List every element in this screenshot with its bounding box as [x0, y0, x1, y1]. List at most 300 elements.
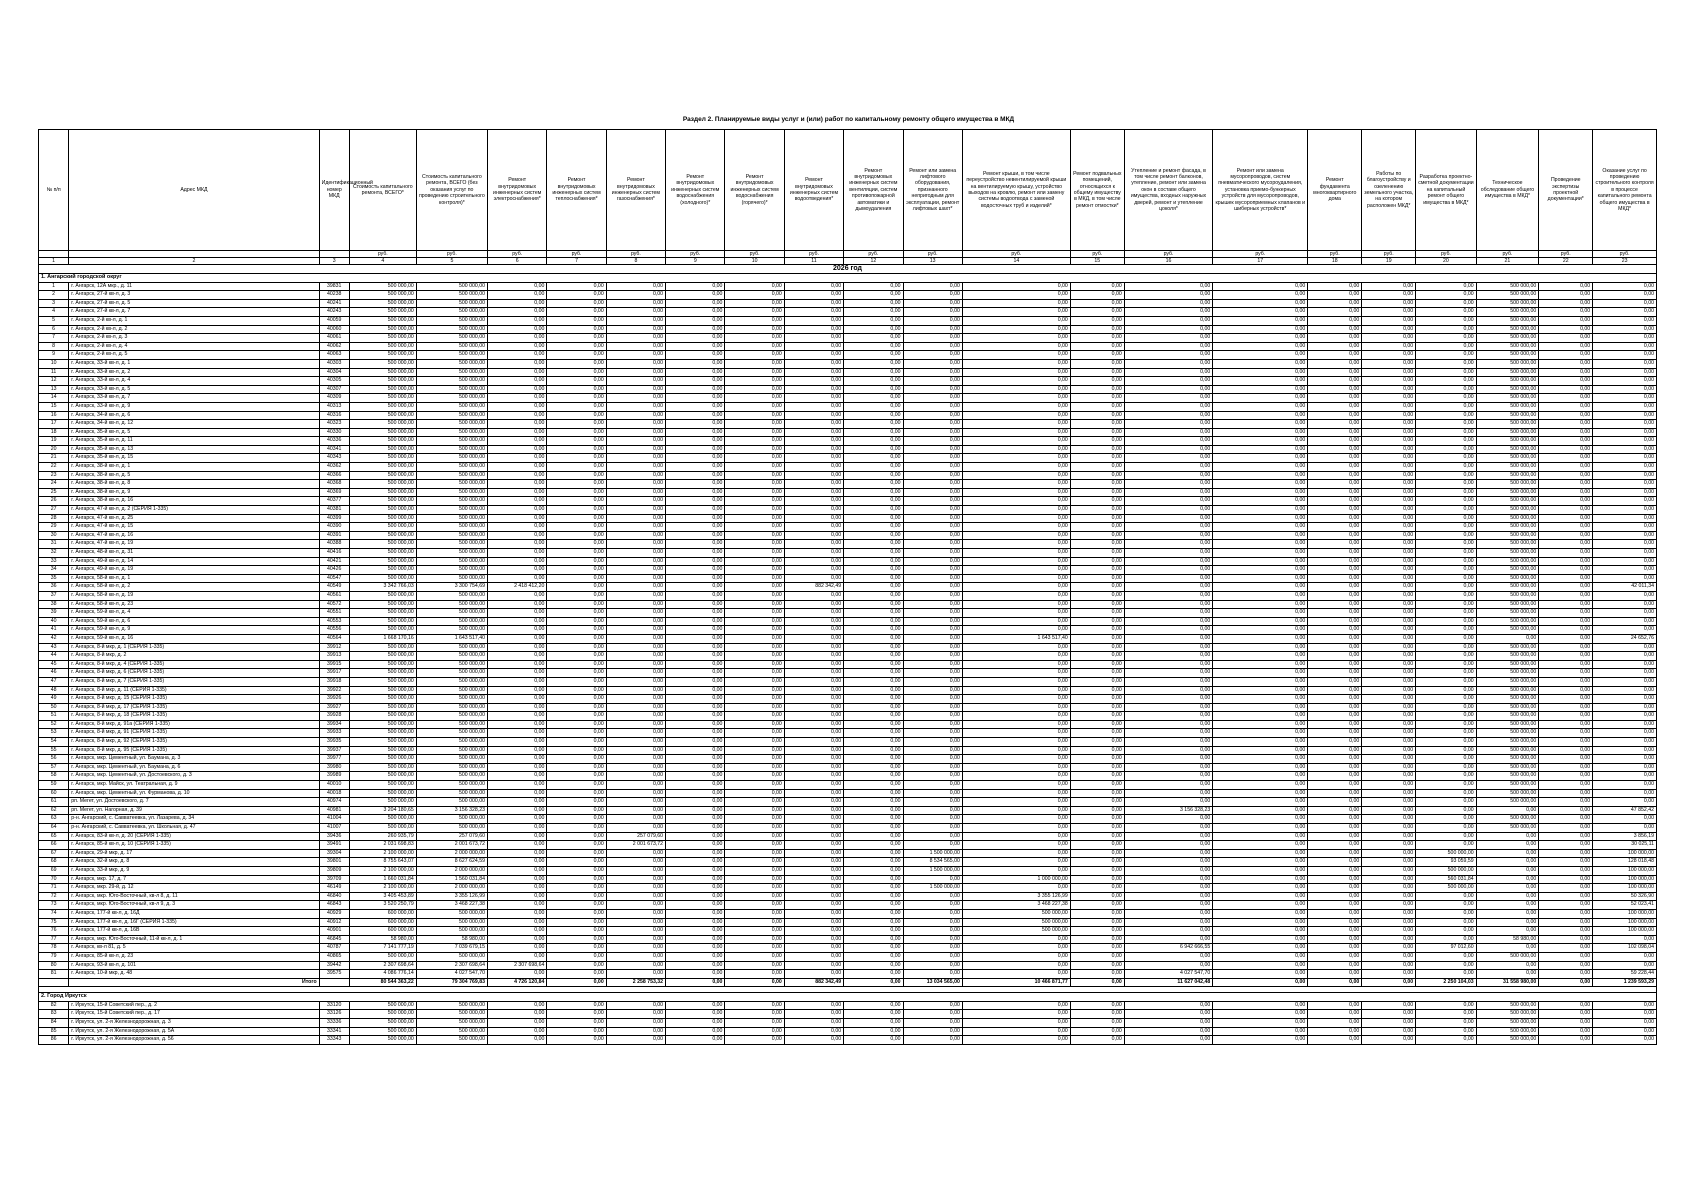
value-cell: 0,00: [962, 480, 1070, 489]
value-cell: 0,00: [962, 316, 1070, 325]
value-cell: 0,00: [547, 970, 606, 979]
value-cell: 0,00: [1124, 961, 1213, 970]
column-header: Утепление и ремонт фасада, в том числе ремонт балконов, утепление, ремонт или замена окон в составе общего имущества, входных наружных дверей, ремонт и утепление цоколя*: [1124, 130, 1213, 251]
value-cell: 0,00: [606, 849, 665, 858]
value-cell: 0,00: [1124, 1001, 1213, 1010]
value-cell: 3 468 227,38: [962, 901, 1070, 910]
value-cell: 500 000,00: [349, 385, 416, 394]
value-cell: 0,00: [1124, 789, 1213, 798]
value-cell: 0,00: [666, 944, 725, 953]
value-cell: 39915: [319, 660, 349, 669]
value-cell: 0,00: [1593, 703, 1657, 712]
value-cell: 500 000,00: [349, 540, 416, 549]
value-cell: 0,00: [1070, 738, 1124, 747]
value-cell: 0,00: [962, 299, 1070, 308]
value-cell: 0,00: [903, 892, 962, 901]
value-cell: 500 000,00: [416, 1019, 487, 1028]
value-cell: 0,00: [844, 351, 903, 360]
value-cell: 0,00: [488, 282, 547, 291]
value-cell: 0,00: [1362, 712, 1416, 721]
value-cell: 39709: [319, 875, 349, 884]
value-cell: 0,00: [1308, 428, 1362, 437]
value-cell: 0,00: [1124, 497, 1213, 506]
value-cell: 0,00: [488, 772, 547, 781]
value-cell: 0,00: [547, 755, 606, 764]
value-cell: 0,00: [1070, 703, 1124, 712]
group-label-irkutsk: 2. Город Иркутск: [39, 993, 1657, 1002]
value-cell: 0,00: [547, 781, 606, 790]
value-cell: 0,00: [1416, 798, 1476, 807]
value-cell: 0,00: [1070, 909, 1124, 918]
row-number-cell: 8: [39, 342, 69, 351]
value-cell: 0,00: [666, 703, 725, 712]
value-cell: 0,00: [606, 746, 665, 755]
value-cell: 0,00: [1308, 703, 1362, 712]
value-cell: 0,00: [962, 411, 1070, 420]
value-cell: 0,00: [784, 566, 843, 575]
value-cell: 0,00: [1362, 875, 1416, 884]
value-cell: 0,00: [547, 377, 606, 386]
value-cell: 0,00: [547, 944, 606, 953]
value-cell: 39801: [319, 858, 349, 867]
value-cell: 0,00: [1539, 506, 1593, 515]
value-cell: 0,00: [488, 918, 547, 927]
table-row: [39, 703, 1657, 712]
value-cell: 0,00: [1476, 892, 1539, 901]
table-row: [39, 437, 1657, 446]
value-cell: 0,00: [1070, 308, 1124, 317]
value-cell: 0,00: [725, 308, 784, 317]
value-cell: 0,00: [606, 858, 665, 867]
value-cell: 0,00: [1213, 669, 1308, 678]
value-cell: 0,00: [844, 884, 903, 893]
value-cell: 0,00: [547, 1019, 606, 1028]
value-cell: 500 000,00: [1476, 445, 1539, 454]
value-cell: 0,00: [1124, 634, 1213, 643]
value-cell: 0,00: [784, 351, 843, 360]
value-cell: 0,00: [1593, 738, 1657, 747]
value-cell: 0,00: [1539, 729, 1593, 738]
value-cell: 0,00: [1362, 316, 1416, 325]
value-cell: 500 000,00: [416, 695, 487, 704]
value-cell: 500 000,00: [416, 952, 487, 961]
value-cell: 0,00: [784, 488, 843, 497]
value-cell: 0,00: [1539, 695, 1593, 704]
value-cell: 500 000,00: [349, 523, 416, 532]
value-cell: 0,00: [488, 600, 547, 609]
value-cell: 0,00: [1416, 497, 1476, 506]
row-number-cell: 62: [39, 806, 69, 815]
value-cell: 3 156 328,23: [416, 806, 487, 815]
value-cell: 0,00: [1213, 471, 1308, 480]
totals-value: 0,00: [1308, 978, 1362, 987]
value-cell: 0,00: [903, 506, 962, 515]
value-cell: 39491: [319, 841, 349, 850]
value-cell: 500 000,00: [349, 617, 416, 626]
value-cell: 0,00: [1416, 832, 1476, 841]
value-cell: 0,00: [903, 428, 962, 437]
value-cell: 0,00: [606, 970, 665, 979]
value-cell: 0,00: [962, 463, 1070, 472]
value-cell: 257 079,60: [606, 832, 665, 841]
value-cell: 0,00: [903, 437, 962, 446]
unit-label: руб.: [547, 251, 606, 258]
value-cell: 500 000,00: [1476, 798, 1539, 807]
address-cell: г. Ангарск, 33-й кв-л, д. 9: [69, 402, 319, 411]
value-cell: 0,00: [666, 746, 725, 755]
column-header: Ремонт или замена лифтового оборудования, признанного непригодным для эксплуатации, ремонт лифтовых шахт*: [903, 130, 962, 251]
value-cell: 0,00: [725, 299, 784, 308]
year-label: 2026 год: [39, 265, 1657, 274]
value-cell: 0,00: [1593, 755, 1657, 764]
value-cell: 0,00: [962, 669, 1070, 678]
unit-label: руб.: [416, 251, 487, 258]
value-cell: 0,00: [488, 428, 547, 437]
value-cell: 0,00: [844, 342, 903, 351]
value-cell: 0,00: [1362, 574, 1416, 583]
value-cell: 500 000,00: [416, 824, 487, 833]
value-cell: 0,00: [606, 316, 665, 325]
table-row: [39, 334, 1657, 343]
value-cell: 8 627 624,59: [416, 858, 487, 867]
address-cell: г. Ангарск, 49-й кв-л, д. 14: [69, 557, 319, 566]
row-number-cell: 3: [39, 299, 69, 308]
row-number-cell: 1: [39, 282, 69, 291]
table-row: [39, 325, 1657, 334]
value-cell: 500 000,00: [416, 617, 487, 626]
value-cell: 0,00: [784, 574, 843, 583]
value-cell: 0,00: [606, 712, 665, 721]
value-cell: 2 100 000,00: [349, 884, 416, 893]
value-cell: 0,00: [1362, 952, 1416, 961]
value-cell: 0,00: [1308, 755, 1362, 764]
value-cell: 0,00: [962, 970, 1070, 979]
value-cell: 0,00: [725, 291, 784, 300]
value-cell: 500 000,00: [416, 377, 487, 386]
table-row: [39, 609, 1657, 618]
value-cell: 0,00: [1308, 824, 1362, 833]
value-cell: 500 000,00: [349, 428, 416, 437]
value-cell: 0,00: [547, 402, 606, 411]
value-cell: 0,00: [1308, 506, 1362, 515]
value-cell: 0,00: [1593, 669, 1657, 678]
value-cell: 0,00: [488, 909, 547, 918]
value-cell: 0,00: [1308, 342, 1362, 351]
value-cell: 40307: [319, 385, 349, 394]
value-cell: 0,00: [1539, 411, 1593, 420]
value-cell: 0,00: [488, 1019, 547, 1028]
value-cell: 0,00: [725, 325, 784, 334]
row-number-cell: 34: [39, 566, 69, 575]
column-header: Идентификационный номер МКД: [319, 130, 349, 251]
value-cell: 100 000,00: [1593, 849, 1657, 858]
value-cell: 0,00: [1539, 806, 1593, 815]
value-cell: 500 000,00: [1476, 609, 1539, 618]
value-cell: 0,00: [784, 437, 843, 446]
value-cell: 0,00: [1362, 308, 1416, 317]
value-cell: 0,00: [547, 961, 606, 970]
value-cell: 0,00: [903, 540, 962, 549]
value-cell: 0,00: [725, 669, 784, 678]
value-cell: 0,00: [606, 308, 665, 317]
totals-value: 79 304 769,83: [416, 978, 487, 987]
value-cell: 0,00: [1416, 712, 1476, 721]
value-cell: 40390: [319, 523, 349, 532]
value-cell: 0,00: [1213, 531, 1308, 540]
value-cell: 0,00: [784, 506, 843, 515]
value-cell: 500 000,00: [349, 325, 416, 334]
value-cell: 3 520 250,79: [349, 901, 416, 910]
value-cell: 500 000,00: [416, 437, 487, 446]
value-cell: 0,00: [666, 789, 725, 798]
value-cell: 500 000,00: [1476, 746, 1539, 755]
value-cell: 500 000,00: [416, 514, 487, 523]
value-cell: 0,00: [784, 308, 843, 317]
address-cell: г. Ангарск, 33-й кв-л, д. 2: [69, 368, 319, 377]
totals-value: 10 466 871,77: [962, 978, 1070, 987]
value-cell: 0,00: [606, 720, 665, 729]
value-cell: 0,00: [725, 806, 784, 815]
value-cell: 0,00: [1362, 798, 1416, 807]
value-cell: 500 000,00: [349, 514, 416, 523]
value-cell: 500 000,00: [349, 789, 416, 798]
value-cell: 0,00: [1539, 342, 1593, 351]
value-cell: 0,00: [962, 781, 1070, 790]
value-cell: 0,00: [1070, 402, 1124, 411]
value-cell: 500 000,00: [1476, 316, 1539, 325]
value-cell: 0,00: [488, 523, 547, 532]
value-cell: 0,00: [784, 738, 843, 747]
value-cell: 0,00: [1416, 334, 1476, 343]
value-cell: 500 000,00: [1416, 849, 1476, 858]
value-cell: 0,00: [488, 574, 547, 583]
value-cell: 0,00: [1416, 394, 1476, 403]
value-cell: 0,00: [606, 815, 665, 824]
value-cell: 0,00: [666, 970, 725, 979]
value-cell: 0,00: [725, 660, 784, 669]
address-cell: г. Ангарск, 177-й кв-л, д. 16Д: [69, 909, 319, 918]
value-cell: 0,00: [1213, 884, 1308, 893]
row-number-cell: 56: [39, 755, 69, 764]
value-cell: 0,00: [1362, 729, 1416, 738]
table-row: [39, 291, 1657, 300]
value-cell: 0,00: [606, 901, 665, 910]
value-cell: 0,00: [1416, 695, 1476, 704]
value-cell: 0,00: [488, 720, 547, 729]
row-number-cell: 51: [39, 712, 69, 721]
value-cell: 500 000,00: [1476, 652, 1539, 661]
address-cell: г. Ангарск, 38-й кв-л, д. 9: [69, 488, 319, 497]
address-cell: г. Ангарск, мкр. Юго-Восточный, кв-л 8, д. 11: [69, 892, 319, 901]
value-cell: 0,00: [725, 531, 784, 540]
value-cell: 0,00: [488, 454, 547, 463]
value-cell: 0,00: [1308, 445, 1362, 454]
value-cell: 0,00: [725, 789, 784, 798]
address-cell: г. Ангарск, мкр. Юго-Восточный, 11-й кв-л, д. 1: [69, 935, 319, 944]
value-cell: 0,00: [903, 583, 962, 592]
value-cell: 0,00: [1213, 351, 1308, 360]
address-cell: г. Ангарск, 34-й кв-л, д. 6: [69, 411, 319, 420]
value-cell: 0,00: [488, 669, 547, 678]
value-cell: 0,00: [1416, 463, 1476, 472]
value-cell: 0,00: [1416, 514, 1476, 523]
value-cell: 0,00: [1124, 437, 1213, 446]
column-number: 9: [666, 258, 725, 265]
value-cell: 40060: [319, 325, 349, 334]
value-cell: 0,00: [903, 909, 962, 918]
value-cell: 2 307 698,64: [488, 961, 547, 970]
value-cell: 0,00: [1539, 540, 1593, 549]
value-cell: 0,00: [547, 488, 606, 497]
value-cell: 0,00: [784, 377, 843, 386]
value-cell: 0,00: [488, 927, 547, 936]
value-cell: 0,00: [1476, 970, 1539, 979]
value-cell: 0,00: [844, 488, 903, 497]
value-cell: 0,00: [725, 600, 784, 609]
value-cell: 0,00: [725, 480, 784, 489]
value-cell: 0,00: [903, 763, 962, 772]
value-cell: 0,00: [1308, 1027, 1362, 1036]
value-cell: 500 000,00: [1476, 703, 1539, 712]
value-cell: 0,00: [844, 952, 903, 961]
value-cell: 0,00: [903, 772, 962, 781]
value-cell: 0,00: [1362, 858, 1416, 867]
value-cell: 0,00: [725, 549, 784, 558]
value-cell: 0,00: [962, 591, 1070, 600]
value-cell: 40304: [319, 368, 349, 377]
value-cell: 0,00: [844, 299, 903, 308]
value-cell: 0,00: [784, 849, 843, 858]
table-row: [39, 402, 1657, 411]
value-cell: 0,00: [784, 1027, 843, 1036]
value-cell: 0,00: [606, 351, 665, 360]
value-cell: 0,00: [547, 574, 606, 583]
column-header: Работы по благоустройству и озеленению земельного участка, на котором расположен МКД*: [1362, 130, 1416, 251]
value-cell: 0,00: [606, 755, 665, 764]
value-cell: 0,00: [547, 763, 606, 772]
row-number-cell: 54: [39, 738, 69, 747]
value-cell: 0,00: [784, 385, 843, 394]
value-cell: 0,00: [1124, 652, 1213, 661]
value-cell: 0,00: [1070, 411, 1124, 420]
value-cell: 0,00: [1308, 643, 1362, 652]
value-cell: 500 000,00: [349, 531, 416, 540]
value-cell: 500 000,00: [416, 488, 487, 497]
value-cell: 882 342,49: [784, 583, 843, 592]
value-cell: 0,00: [666, 506, 725, 515]
table-row: [39, 420, 1657, 429]
value-cell: 500 000,00: [1476, 789, 1539, 798]
value-cell: 0,00: [1416, 342, 1476, 351]
value-cell: 0,00: [903, 609, 962, 618]
address-cell: г. Ангарск, 8-й мкр, д. 95 (СЕРИЯ 1-335): [69, 746, 319, 755]
value-cell: 0,00: [1416, 686, 1476, 695]
row-number-cell: 35: [39, 574, 69, 583]
value-cell: 500 000,00: [1476, 952, 1539, 961]
value-cell: 500 000,00: [349, 471, 416, 480]
value-cell: 0,00: [666, 695, 725, 704]
value-cell: 0,00: [488, 609, 547, 618]
value-cell: 0,00: [1308, 677, 1362, 686]
row-number-cell: 86: [39, 1036, 69, 1045]
value-cell: 40553: [319, 617, 349, 626]
row-number-cell: 32: [39, 549, 69, 558]
value-cell: 0,00: [1308, 299, 1362, 308]
value-cell: 0,00: [844, 652, 903, 661]
value-cell: 0,00: [1213, 609, 1308, 618]
value-cell: 0,00: [962, 720, 1070, 729]
value-cell: 0,00: [844, 445, 903, 454]
row-number-cell: 59: [39, 781, 69, 790]
value-cell: 0,00: [1362, 755, 1416, 764]
column-header: Ремонт крыши, в том числе переустройство невентилируемой крыши на вентилируемую крышу, устройство выходов на кровлю, ремонт или замену системы водоотвода с заменой водосточных труб и изделий*: [962, 130, 1070, 251]
value-cell: 0,00: [488, 643, 547, 652]
value-cell: 0,00: [1308, 866, 1362, 875]
row-number-cell: 45: [39, 660, 69, 669]
table-row: [39, 970, 1657, 979]
value-cell: 0,00: [903, 454, 962, 463]
value-cell: 0,00: [1362, 781, 1416, 790]
value-cell: 100 000,00: [1593, 875, 1657, 884]
column-header: Ремонт или замена мусоропроводов, систем пневматического мусороудаления, установка приемо-бункерных устройств для мусоропроводов, крышек мусороприемных клапанов и шиберных устройств*: [1213, 130, 1308, 251]
value-cell: 0,00: [547, 463, 606, 472]
value-cell: 0,00: [1362, 849, 1416, 858]
value-cell: 0,00: [1539, 471, 1593, 480]
value-cell: 560 031,84: [1416, 875, 1476, 884]
value-cell: 0,00: [547, 549, 606, 558]
value-cell: 0,00: [1416, 806, 1476, 815]
value-cell: 0,00: [1416, 1001, 1476, 1010]
value-cell: 24 652,76: [1593, 634, 1657, 643]
value-cell: 0,00: [666, 626, 725, 635]
value-cell: 0,00: [1539, 316, 1593, 325]
value-cell: 40912: [319, 918, 349, 927]
value-cell: 0,00: [1124, 892, 1213, 901]
value-cell: 0,00: [962, 738, 1070, 747]
value-cell: 0,00: [1070, 299, 1124, 308]
value-cell: 0,00: [547, 342, 606, 351]
table-row: [39, 557, 1657, 566]
value-cell: 0,00: [903, 342, 962, 351]
value-cell: 0,00: [962, 488, 1070, 497]
value-cell: 0,00: [1308, 729, 1362, 738]
value-cell: 0,00: [666, 540, 725, 549]
value-cell: 0,00: [903, 712, 962, 721]
value-cell: 0,00: [666, 531, 725, 540]
value-cell: 0,00: [844, 815, 903, 824]
value-cell: 0,00: [606, 652, 665, 661]
value-cell: 0,00: [1539, 720, 1593, 729]
value-cell: 0,00: [844, 454, 903, 463]
value-cell: 0,00: [844, 402, 903, 411]
value-cell: 0,00: [844, 909, 903, 918]
value-cell: 0,00: [606, 583, 665, 592]
value-cell: 0,00: [784, 368, 843, 377]
value-cell: 0,00: [725, 402, 784, 411]
value-cell: 0,00: [1308, 591, 1362, 600]
value-cell: 0,00: [1213, 961, 1308, 970]
value-cell: 0,00: [666, 720, 725, 729]
value-cell: 0,00: [725, 643, 784, 652]
value-cell: 0,00: [844, 789, 903, 798]
value-cell: 0,00: [547, 815, 606, 824]
value-cell: 500 000,00: [416, 729, 487, 738]
value-cell: 0,00: [784, 531, 843, 540]
value-cell: 0,00: [1539, 549, 1593, 558]
value-cell: 0,00: [1308, 815, 1362, 824]
value-cell: 0,00: [1070, 858, 1124, 867]
value-cell: 0,00: [1213, 394, 1308, 403]
